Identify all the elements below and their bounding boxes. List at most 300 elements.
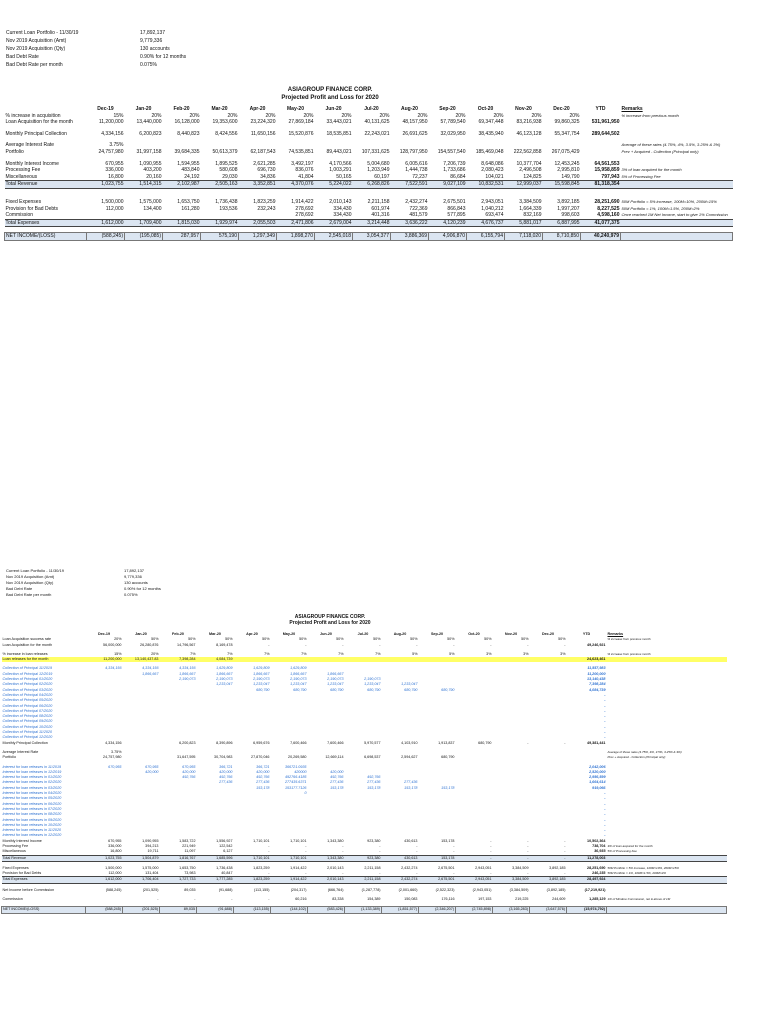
- value-cell: 112,000: [108, 871, 122, 876]
- value-cell: -: [342, 871, 344, 876]
- row-label: Interest for loan releases in 08/2020: [2, 812, 62, 817]
- value-cell: 277,436: [367, 780, 381, 785]
- ytd-cell: 11,278,003: [567, 855, 607, 861]
- value-cell: -: [527, 740, 529, 745]
- value-cell: 2,995,810: [557, 167, 580, 174]
- ytd-cell: 13,140,438: [587, 677, 606, 682]
- value-cell: 693,474: [485, 212, 504, 219]
- value-cell: 104,021: [485, 173, 504, 180]
- value-cell: (588,245): [105, 887, 122, 892]
- value-cell: 2,675,501: [443, 198, 466, 205]
- remark-cell: % increase from previous month: [621, 112, 679, 118]
- value-cell: 99,860,325: [554, 119, 580, 126]
- value-cell: 1,003,291: [329, 167, 352, 174]
- value-cell: -: [342, 642, 344, 647]
- value-cell: (144,102): [271, 907, 308, 913]
- remark-cell: Average of these rates (4.75%, 4%, 3.5%, 3.25% & 3%): [607, 749, 682, 754]
- value-cell: 7%: [190, 651, 196, 656]
- info-value: 17,892,137: [124, 568, 145, 573]
- info-label: Nov 2019 Acquisition (Amt): [6, 38, 67, 44]
- value-cell: 7,398,284: [160, 657, 197, 662]
- remark-cell: Average of these rates (4.75%, 4%, 3.5%, 3.25% & 3%): [621, 142, 721, 148]
- value-cell: 3,636,222: [391, 219, 429, 227]
- value-cell: [391, 142, 429, 149]
- row-label: Loan Acquisition for the month: [5, 119, 73, 126]
- value-cell: 2,010,143: [327, 865, 344, 870]
- value-cell: 1,233,047: [216, 682, 233, 687]
- value-cell: -: [305, 849, 307, 854]
- value-cell: 56,000,000: [103, 642, 122, 647]
- value-cell: 430,613: [404, 838, 418, 843]
- value-cell: 1,866,667: [179, 671, 196, 676]
- table-row: [5, 167, 733, 174]
- row-label: Collection of Principal 02/2020: [2, 682, 53, 687]
- value-cell: 22,243,021: [364, 130, 390, 137]
- value-cell: 277435.6371: [284, 780, 307, 785]
- value-cell: 7%: [264, 651, 270, 656]
- row-label: Total Expenses: [2, 877, 86, 883]
- value-cell: 7,522,591: [391, 181, 429, 189]
- value-cell: 89,443,021: [326, 148, 352, 155]
- value-cell: 1,040,212: [481, 205, 504, 212]
- ytd-cell: 738,704: [592, 843, 606, 848]
- row-label: Monthly Interest Income: [5, 160, 59, 167]
- remark-cell: [621, 233, 733, 241]
- value-cell: (3,647,576): [530, 907, 567, 913]
- ytd-cell: 24,623,461: [567, 657, 607, 662]
- value-cell: 124,825: [523, 173, 542, 180]
- info-value: 0.075%: [140, 62, 157, 68]
- remark-cell: [607, 907, 727, 913]
- value-cell: 128,797,950: [399, 148, 428, 155]
- value-cell: 2,211,158: [367, 198, 390, 205]
- column-header: May-20: [287, 106, 304, 112]
- column-header: Jun-20: [320, 632, 332, 636]
- value-cell: 4,120,239: [429, 219, 467, 227]
- value-cell: (3,384,509): [509, 887, 529, 892]
- value-cell: 3,054,377: [353, 233, 391, 241]
- ytd-cell: 28,497,924: [567, 877, 607, 883]
- info-value: 0.075%: [124, 592, 138, 597]
- value-cell: 153,178: [441, 838, 455, 843]
- value-cell: 86,684: [450, 173, 466, 180]
- row-label: Monthly Principal Collection: [5, 130, 67, 137]
- column-header: Dec-19: [97, 106, 114, 112]
- ytd-cell: -: [604, 735, 606, 740]
- value-cell: 153,178: [330, 785, 344, 790]
- value-cell: 366,721: [219, 764, 233, 769]
- value-cell: 4,334,156: [105, 740, 122, 745]
- value-cell: 219,225: [515, 897, 529, 902]
- value-cell: 8,648,086: [481, 160, 504, 167]
- value-cell: 20%: [341, 112, 352, 119]
- ytd-cell: 64,561,553: [594, 160, 620, 167]
- remark-cell: [621, 219, 733, 227]
- value-cell: 366721.0935: [284, 764, 307, 769]
- value-cell: 134,400: [143, 205, 162, 212]
- value-cell: 6,200,823: [179, 740, 196, 745]
- value-cell: 38,435,940: [478, 130, 504, 137]
- value-cell: 580,608: [219, 167, 238, 174]
- value-cell: 1,823,259: [234, 877, 271, 883]
- value-cell: (113,155): [253, 887, 270, 892]
- info-value: 9,779,336: [124, 574, 142, 579]
- value-cell: -: [527, 642, 529, 647]
- value-cell: (1,133,389): [345, 907, 382, 913]
- value-cell: 7,206,739: [443, 160, 466, 167]
- value-cell: 420,000: [219, 769, 233, 774]
- value-cell: 185,469,048: [475, 148, 504, 155]
- value-cell: 13,140,437.83: [123, 657, 160, 662]
- info-value: 130 accounts: [140, 46, 170, 52]
- value-cell: 153,178: [256, 785, 270, 790]
- info-value: 0.90% for 12 months: [124, 586, 161, 591]
- ytd-cell: -: [604, 833, 606, 838]
- value-cell: 1,997,207: [557, 205, 580, 212]
- value-cell: 107,331,625: [361, 148, 390, 155]
- ytd-cell: 11,557,983: [587, 666, 606, 671]
- value-cell: 492,766: [182, 775, 196, 780]
- value-cell: 7%: [227, 651, 233, 656]
- value-cell: 24,757,980: [103, 755, 122, 760]
- info-label: Bad Debt Rate per month: [6, 592, 52, 597]
- value-cell: 601,974: [371, 205, 390, 212]
- value-cell: [505, 142, 543, 149]
- value-cell: -: [527, 843, 529, 848]
- value-cell: 1,594,955: [177, 160, 200, 167]
- value-cell: 83,216,938: [516, 119, 542, 126]
- value-cell: 2,496,508: [519, 167, 542, 174]
- value-cell: 20%: [114, 637, 122, 642]
- ytd-cell: 49,381,441: [587, 740, 606, 745]
- value-cell: 1,710,101: [290, 838, 307, 843]
- value-cell: 998,603: [561, 212, 580, 219]
- value-cell: 2,190,073: [179, 677, 196, 682]
- column-header: Apr-20: [246, 632, 258, 636]
- value-cell: 1,898,270: [277, 233, 315, 241]
- value-cell: 420,000: [182, 769, 196, 774]
- value-cell: 12,453,245: [554, 160, 580, 167]
- ytd-cell: 28,251,690: [587, 865, 606, 870]
- info-value: 17,892,137: [140, 30, 166, 36]
- value-cell: 2,675,501: [438, 865, 455, 870]
- value-cell: 1,629,809: [290, 666, 307, 671]
- value-cell: 403,200: [143, 167, 162, 174]
- value-cell: 20,160: [146, 173, 162, 180]
- value-cell: 6,155,794: [467, 233, 505, 241]
- info-value: 9,779,336: [140, 38, 163, 44]
- value-cell: 680,790: [367, 687, 381, 692]
- remarks-header: Remarks: [621, 106, 643, 112]
- remark-cell: 50M Portfolio = 5% increase, 100M=10%, 200M=15%: [607, 865, 679, 870]
- value-cell: -: [379, 871, 381, 876]
- value-cell: 50%: [410, 637, 418, 642]
- ytd-cell: 81,318,354: [581, 181, 621, 189]
- value-cell: 46,123,128: [516, 130, 542, 137]
- value-cell: 244,609: [552, 897, 566, 902]
- column-header: Jul-20: [364, 106, 379, 112]
- value-cell: 8,440,823: [177, 130, 200, 137]
- value-cell: 24,192: [184, 173, 200, 180]
- value-cell: -: [530, 855, 567, 861]
- value-cell: -: [268, 642, 270, 647]
- value-cell: 3,492,197: [291, 160, 314, 167]
- value-cell: 131,404: [145, 871, 159, 876]
- table-row: [5, 161, 733, 168]
- company-name: ASIAGROUP FINANCE CORP.: [294, 614, 366, 620]
- value-cell: -: [268, 849, 270, 854]
- value-cell: [87, 212, 125, 219]
- value-cell: 1,914,422: [271, 877, 308, 883]
- value-cell: 7,600,466: [327, 740, 344, 745]
- value-cell: 8,169,478: [216, 642, 233, 647]
- value-cell: 232,243: [257, 205, 276, 212]
- value-cell: 836,076: [295, 167, 314, 174]
- value-cell: 1,866,667: [142, 671, 159, 676]
- value-cell: [201, 142, 239, 149]
- row-label: Collection of Principal 09/2020: [2, 719, 53, 724]
- value-cell: 15%: [113, 112, 124, 119]
- value-cell: -: [157, 897, 159, 902]
- value-cell: 1,629,809: [253, 666, 270, 671]
- info-label: Current Loan Portfolio - 11/30/19: [6, 568, 64, 573]
- ytd-cell: -: [604, 791, 606, 796]
- value-cell: 1,866,667: [290, 671, 307, 676]
- value-cell: 577,895: [447, 212, 466, 219]
- ytd-cell: -: [604, 812, 606, 817]
- value-cell: 50%: [188, 637, 196, 642]
- value-cell: 50%: [521, 637, 529, 642]
- value-cell: (113,155): [234, 907, 271, 913]
- value-cell: 1,710,101: [234, 855, 271, 861]
- value-cell: [353, 142, 391, 149]
- table-row: [5, 206, 733, 213]
- value-cell: 277,436: [330, 780, 344, 785]
- value-cell: 2,943,051: [475, 865, 492, 870]
- value-cell: 24,757,980: [98, 148, 124, 155]
- value-cell: 2,432,274: [405, 198, 428, 205]
- value-cell: -: [564, 843, 566, 848]
- value-cell: 680,790: [404, 687, 418, 692]
- value-cell: 1,895,525: [215, 160, 238, 167]
- row-label: Processing Fee: [2, 843, 29, 848]
- ytd-cell: 2,520,000: [589, 769, 606, 774]
- value-cell: 32,029,950: [440, 130, 466, 137]
- value-cell: [239, 212, 277, 219]
- value-cell: 4,170,566: [329, 160, 352, 167]
- value-cell: 4,676,737: [467, 219, 505, 227]
- value-cell: 277,436: [219, 780, 233, 785]
- ytd-cell: 15,958,859: [594, 167, 620, 174]
- value-cell: 2,621,285: [253, 160, 276, 167]
- value-cell: 1,664,339: [519, 205, 542, 212]
- ytd-cell: 1,285,129: [589, 897, 606, 902]
- column-header: Jul-20: [357, 632, 369, 636]
- value-cell: -: [305, 843, 307, 848]
- value-cell: [429, 142, 467, 149]
- value-cell: 4,334,156: [105, 666, 122, 671]
- value-cell: 20%: [303, 112, 314, 119]
- value-cell: 575,190: [201, 233, 239, 241]
- value-cell: 483,840: [181, 167, 200, 174]
- value-cell: 3,892,185: [549, 865, 566, 870]
- value-cell: (2,001,660): [398, 887, 418, 892]
- value-cell: 7%: [375, 651, 381, 656]
- ytd-cell: 10,502,364: [587, 838, 606, 843]
- value-cell: 2,545,018: [315, 233, 353, 241]
- ytd-cell: 4,598,160: [597, 212, 620, 219]
- value-cell: 3,384,509: [519, 198, 542, 205]
- remark-cell: [621, 119, 733, 126]
- row-label: Collection of Principal 07/2020: [2, 708, 53, 713]
- value-cell: 16,128,000: [174, 119, 200, 126]
- total-row: [5, 219, 733, 227]
- row-label: Monthly Interest Income: [2, 838, 42, 843]
- value-cell: 1,343,380: [327, 838, 344, 843]
- value-cell: 1,736,438: [215, 198, 238, 205]
- row-label: Total Expenses: [5, 219, 87, 227]
- row-label: Interest for loan releases in 10/2020: [2, 822, 62, 827]
- value-cell: 680,790: [441, 755, 455, 760]
- value-cell: -: [527, 871, 529, 876]
- value-cell: 1,556,927: [216, 838, 233, 843]
- net-income-row: [2, 907, 727, 913]
- value-cell: -: [342, 849, 344, 854]
- ytd-cell: 289,644,502: [591, 130, 620, 137]
- row-label: Collection of Principal 11/2020: [2, 730, 53, 735]
- value-cell: 923,380: [345, 855, 382, 861]
- value-cell: 1,233,047: [290, 682, 307, 687]
- row-label: Total Revenue: [5, 181, 87, 189]
- row-label: Interest for loan releases in 04/2020: [2, 791, 62, 796]
- value-cell: 20%: [493, 112, 504, 119]
- value-cell: 278,692: [295, 212, 314, 219]
- value-cell: -: [416, 849, 418, 854]
- value-cell: 401,316: [371, 212, 390, 219]
- value-cell: (2,346,207): [419, 907, 456, 913]
- column-header: Feb-20: [172, 632, 184, 636]
- value-cell: 4,334,156: [101, 130, 124, 137]
- table-row: [5, 142, 733, 149]
- value-cell: 50,613,379: [212, 148, 238, 155]
- column-header: Feb-20: [173, 106, 190, 112]
- value-cell: 20%: [569, 112, 580, 119]
- value-cell: 2,679,004: [315, 219, 353, 227]
- value-cell: 10,832,531: [467, 181, 505, 189]
- value-cell: 122,542: [219, 843, 233, 848]
- value-cell: 3,384,509: [493, 877, 530, 883]
- column-header: Nov-20: [515, 106, 532, 112]
- value-cell: 2,432,274: [382, 877, 419, 883]
- row-label: Processing Fee: [5, 167, 41, 174]
- value-cell: 11,650,156: [250, 130, 276, 137]
- ytd-cell: [581, 113, 621, 120]
- ytd-cell: 41,077,375: [581, 219, 621, 227]
- value-cell: 1,823,259: [253, 198, 276, 205]
- value-cell: 420,000: [145, 769, 159, 774]
- value-cell: 336,000: [105, 167, 124, 174]
- value-cell: 15%: [114, 651, 122, 656]
- remark-cell: [621, 131, 733, 138]
- value-cell: 866,843: [447, 205, 466, 212]
- value-cell: 69,347,448: [478, 119, 504, 126]
- column-header: Dec-20: [553, 106, 570, 112]
- value-cell: 31,997,158: [136, 148, 162, 155]
- value-cell: 1,233,047: [253, 682, 270, 687]
- value-cell: 394,213: [145, 843, 159, 848]
- row-label: Collection of Principal 11/2019: [2, 666, 53, 671]
- value-cell: 153,178: [404, 785, 418, 790]
- value-cell: -: [342, 843, 344, 848]
- value-cell: -: [564, 740, 566, 745]
- row-label: Collection of Principal 10/2020: [2, 724, 53, 729]
- info-label: Current Loan Portfolio - 11/30/19: [6, 30, 79, 36]
- column-header: Mar-20: [211, 106, 228, 112]
- ytd-cell: 531,961,950: [591, 119, 620, 126]
- value-cell: 1,090,955: [142, 838, 159, 843]
- value-cell: 1,914,422: [291, 198, 314, 205]
- remark-cell: 1% of Mindore Commission, net & above of 1M: [607, 897, 671, 902]
- value-cell: 3%: [523, 651, 529, 656]
- info-value: 130 accounts: [124, 580, 148, 585]
- row-label: NET INCOME/(LOSS): [5, 233, 87, 241]
- value-cell: [125, 212, 163, 219]
- remark-cell: [621, 161, 733, 168]
- row-label: Fixed Expenses: [2, 865, 29, 870]
- column-header: Dec-19: [97, 632, 111, 636]
- value-cell: [163, 142, 201, 149]
- value-cell: 670,955: [108, 838, 122, 843]
- value-cell: 1,823,259: [253, 865, 270, 870]
- value-cell: -: [305, 642, 307, 647]
- value-cell: 16,800: [110, 849, 122, 854]
- row-label: Loan Acquisition for the month: [2, 642, 53, 647]
- row-label: Interest for loan releases in 12/2020: [2, 833, 62, 838]
- value-cell: 2,943,051: [456, 877, 493, 883]
- value-cell: 1,023,755: [87, 181, 125, 189]
- row-label: Interest for loan releases in 02/2020: [2, 780, 62, 785]
- value-cell: 5,004,680: [367, 160, 390, 167]
- value-cell: 1,629,809: [216, 666, 233, 671]
- remark-cell: 5% of Processing Fee: [621, 173, 661, 179]
- value-cell: 48,157,950: [402, 119, 428, 126]
- value-cell: 492,766: [330, 775, 344, 780]
- value-cell: 6,200,823: [139, 130, 162, 137]
- value-cell: 4,370,076: [277, 181, 315, 189]
- value-cell: -: [416, 642, 418, 647]
- value-cell: -: [231, 897, 233, 902]
- remark-cell: 5% of Processing Fee: [607, 849, 637, 854]
- value-cell: 5%: [412, 651, 418, 656]
- column-header: Aug-20: [393, 632, 407, 636]
- value-cell: 11,097: [184, 849, 196, 854]
- report-subtitle: Projected Profit and Loss for 2020: [289, 620, 371, 626]
- value-cell: 1,233,047: [327, 682, 344, 687]
- value-cell: 2,675,501: [419, 877, 456, 883]
- value-cell: 13,440,000: [136, 119, 162, 126]
- row-label: Net Income before Commission: [2, 887, 55, 892]
- value-cell: 34,836: [260, 173, 276, 180]
- value-cell: 1,297,349: [239, 233, 277, 241]
- column-header: Aug-20: [401, 106, 418, 112]
- value-cell: 60,197: [374, 173, 390, 180]
- ytd-cell: -: [604, 801, 606, 806]
- value-cell: 2,471,806: [277, 219, 315, 227]
- value-cell: 60,216: [295, 897, 307, 902]
- value-cell: 7%: [301, 651, 307, 656]
- value-cell: 7,118,020: [505, 233, 543, 241]
- table-row: [5, 119, 733, 126]
